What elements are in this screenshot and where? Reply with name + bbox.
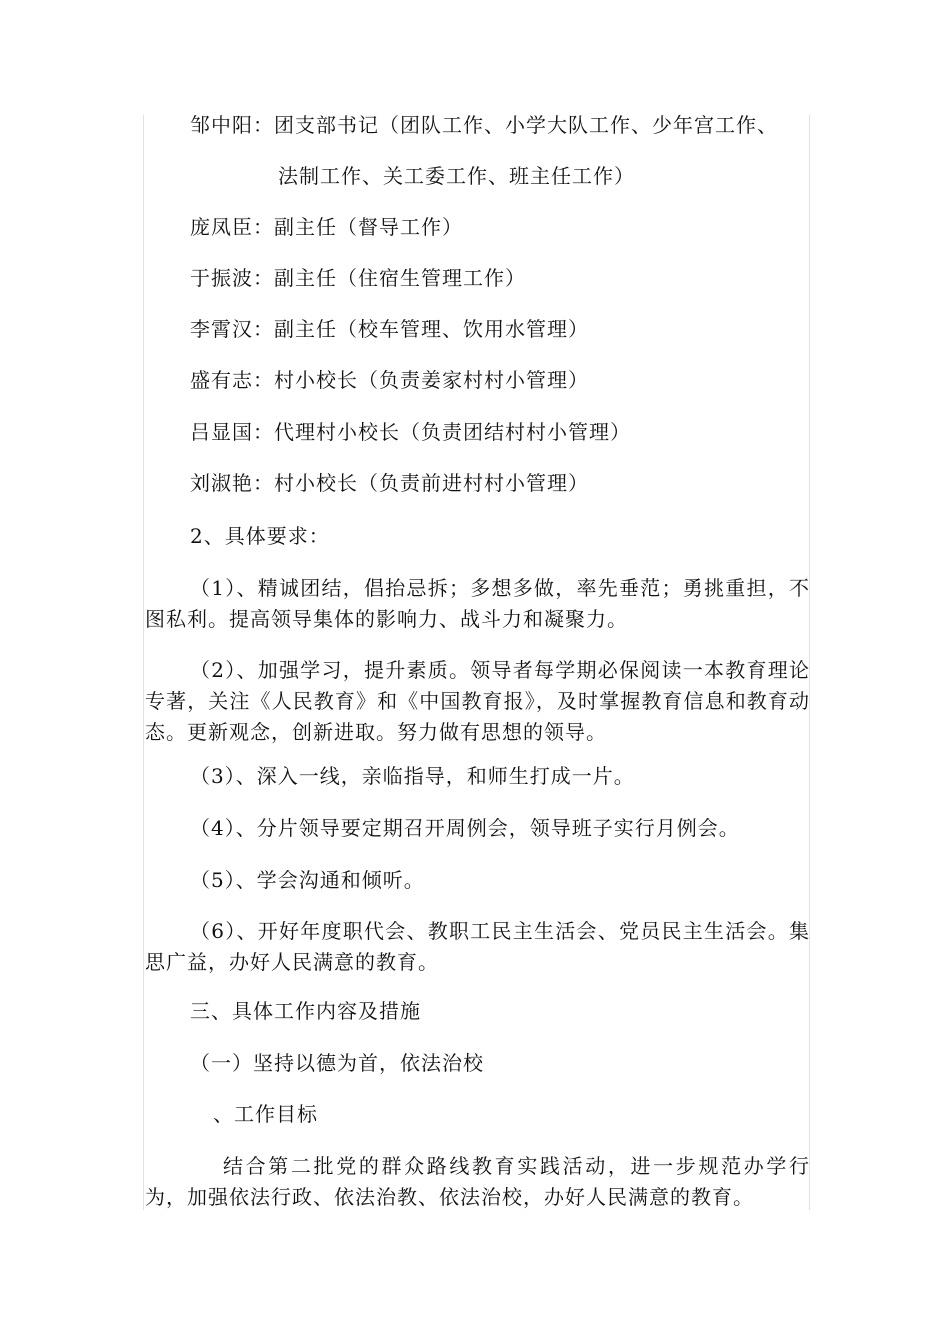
subsection-heading: （一）坚持以德为首，依法治校	[190, 1051, 484, 1075]
person-name: 吕显国：	[190, 420, 274, 444]
person-duty: 副主任（督导工作）	[274, 215, 463, 239]
person-duty: 副主任（住宿生管理工作）	[274, 266, 526, 290]
person-duty: 村小校长（负责姜家村村小管理）	[274, 368, 589, 392]
personnel-row	[190, 263, 526, 293]
requirements-heading: 2、具体要求：	[190, 524, 330, 548]
personnel-row	[190, 212, 463, 242]
requirement-paragraph: （6）、开好年度职代会、教职工民主生活会、党员民主生活会。集思广益，办好人民满意的教育。	[145, 919, 810, 974]
person-duty: 副主任（校车管理、饮用水管理）	[274, 317, 589, 341]
section-heading: 三、具体工作内容及措施	[190, 999, 421, 1023]
person-name: 庞凤臣：	[190, 215, 274, 239]
goal-paragraph: 结合第二批党的群众路线教育实践活动，进一步规范办学行为，加强依法行政、依法治教、依法治校，办好人民满意的教育。	[145, 1154, 810, 1209]
personnel-row	[190, 365, 589, 395]
person-duty: 代理村小校长（负责团结村村小管理）	[274, 420, 631, 444]
personnel-row	[190, 110, 778, 140]
personnel-row	[190, 314, 589, 344]
personnel-row	[190, 468, 589, 498]
item-heading: 、工作目标	[213, 1102, 318, 1126]
person-name: 于振波：	[190, 266, 274, 290]
person-duty: 村小校长（负责前进村村小管理）	[274, 471, 589, 495]
person-name: 李霄汉：	[190, 317, 274, 341]
person-name: 邹中阳：	[190, 113, 274, 137]
requirement-paragraph: （4）、分片领导要定期召开周例会，领导班子实行月例会。	[190, 816, 740, 840]
requirement-paragraph: （3）、深入一线，亲临指导，和师生打成一片。	[190, 764, 635, 788]
requirement-paragraph: （2）、加强学习，提升素质。领导者每学期必保阅读一本教育理论专著，关注《人民教育》和《中国教育报》，及时掌握教育信息和教育动态。更新观念，创新进取。努力做有思想的领导。	[145, 658, 810, 744]
personnel-row	[190, 417, 631, 447]
requirement-paragraph: （5）、学会沟通和倾听。	[190, 868, 425, 892]
requirement-paragraph: （1）、精诚团结，倡抬忌拆；多想多做，率先垂范；勇挑重担，不图私利。提高领导集体的影响力、战斗力和凝聚力。	[145, 576, 810, 631]
person-duty-continued: 法制工作、关工委工作、班主任工作）	[278, 164, 635, 188]
person-name: 刘淑艳：	[190, 471, 274, 495]
personnel-row-continuation	[278, 161, 635, 191]
person-name: 盛有志：	[190, 368, 274, 392]
person-duty: 团支部书记（团队工作、小学大队工作、少年宫工作、	[274, 113, 778, 137]
